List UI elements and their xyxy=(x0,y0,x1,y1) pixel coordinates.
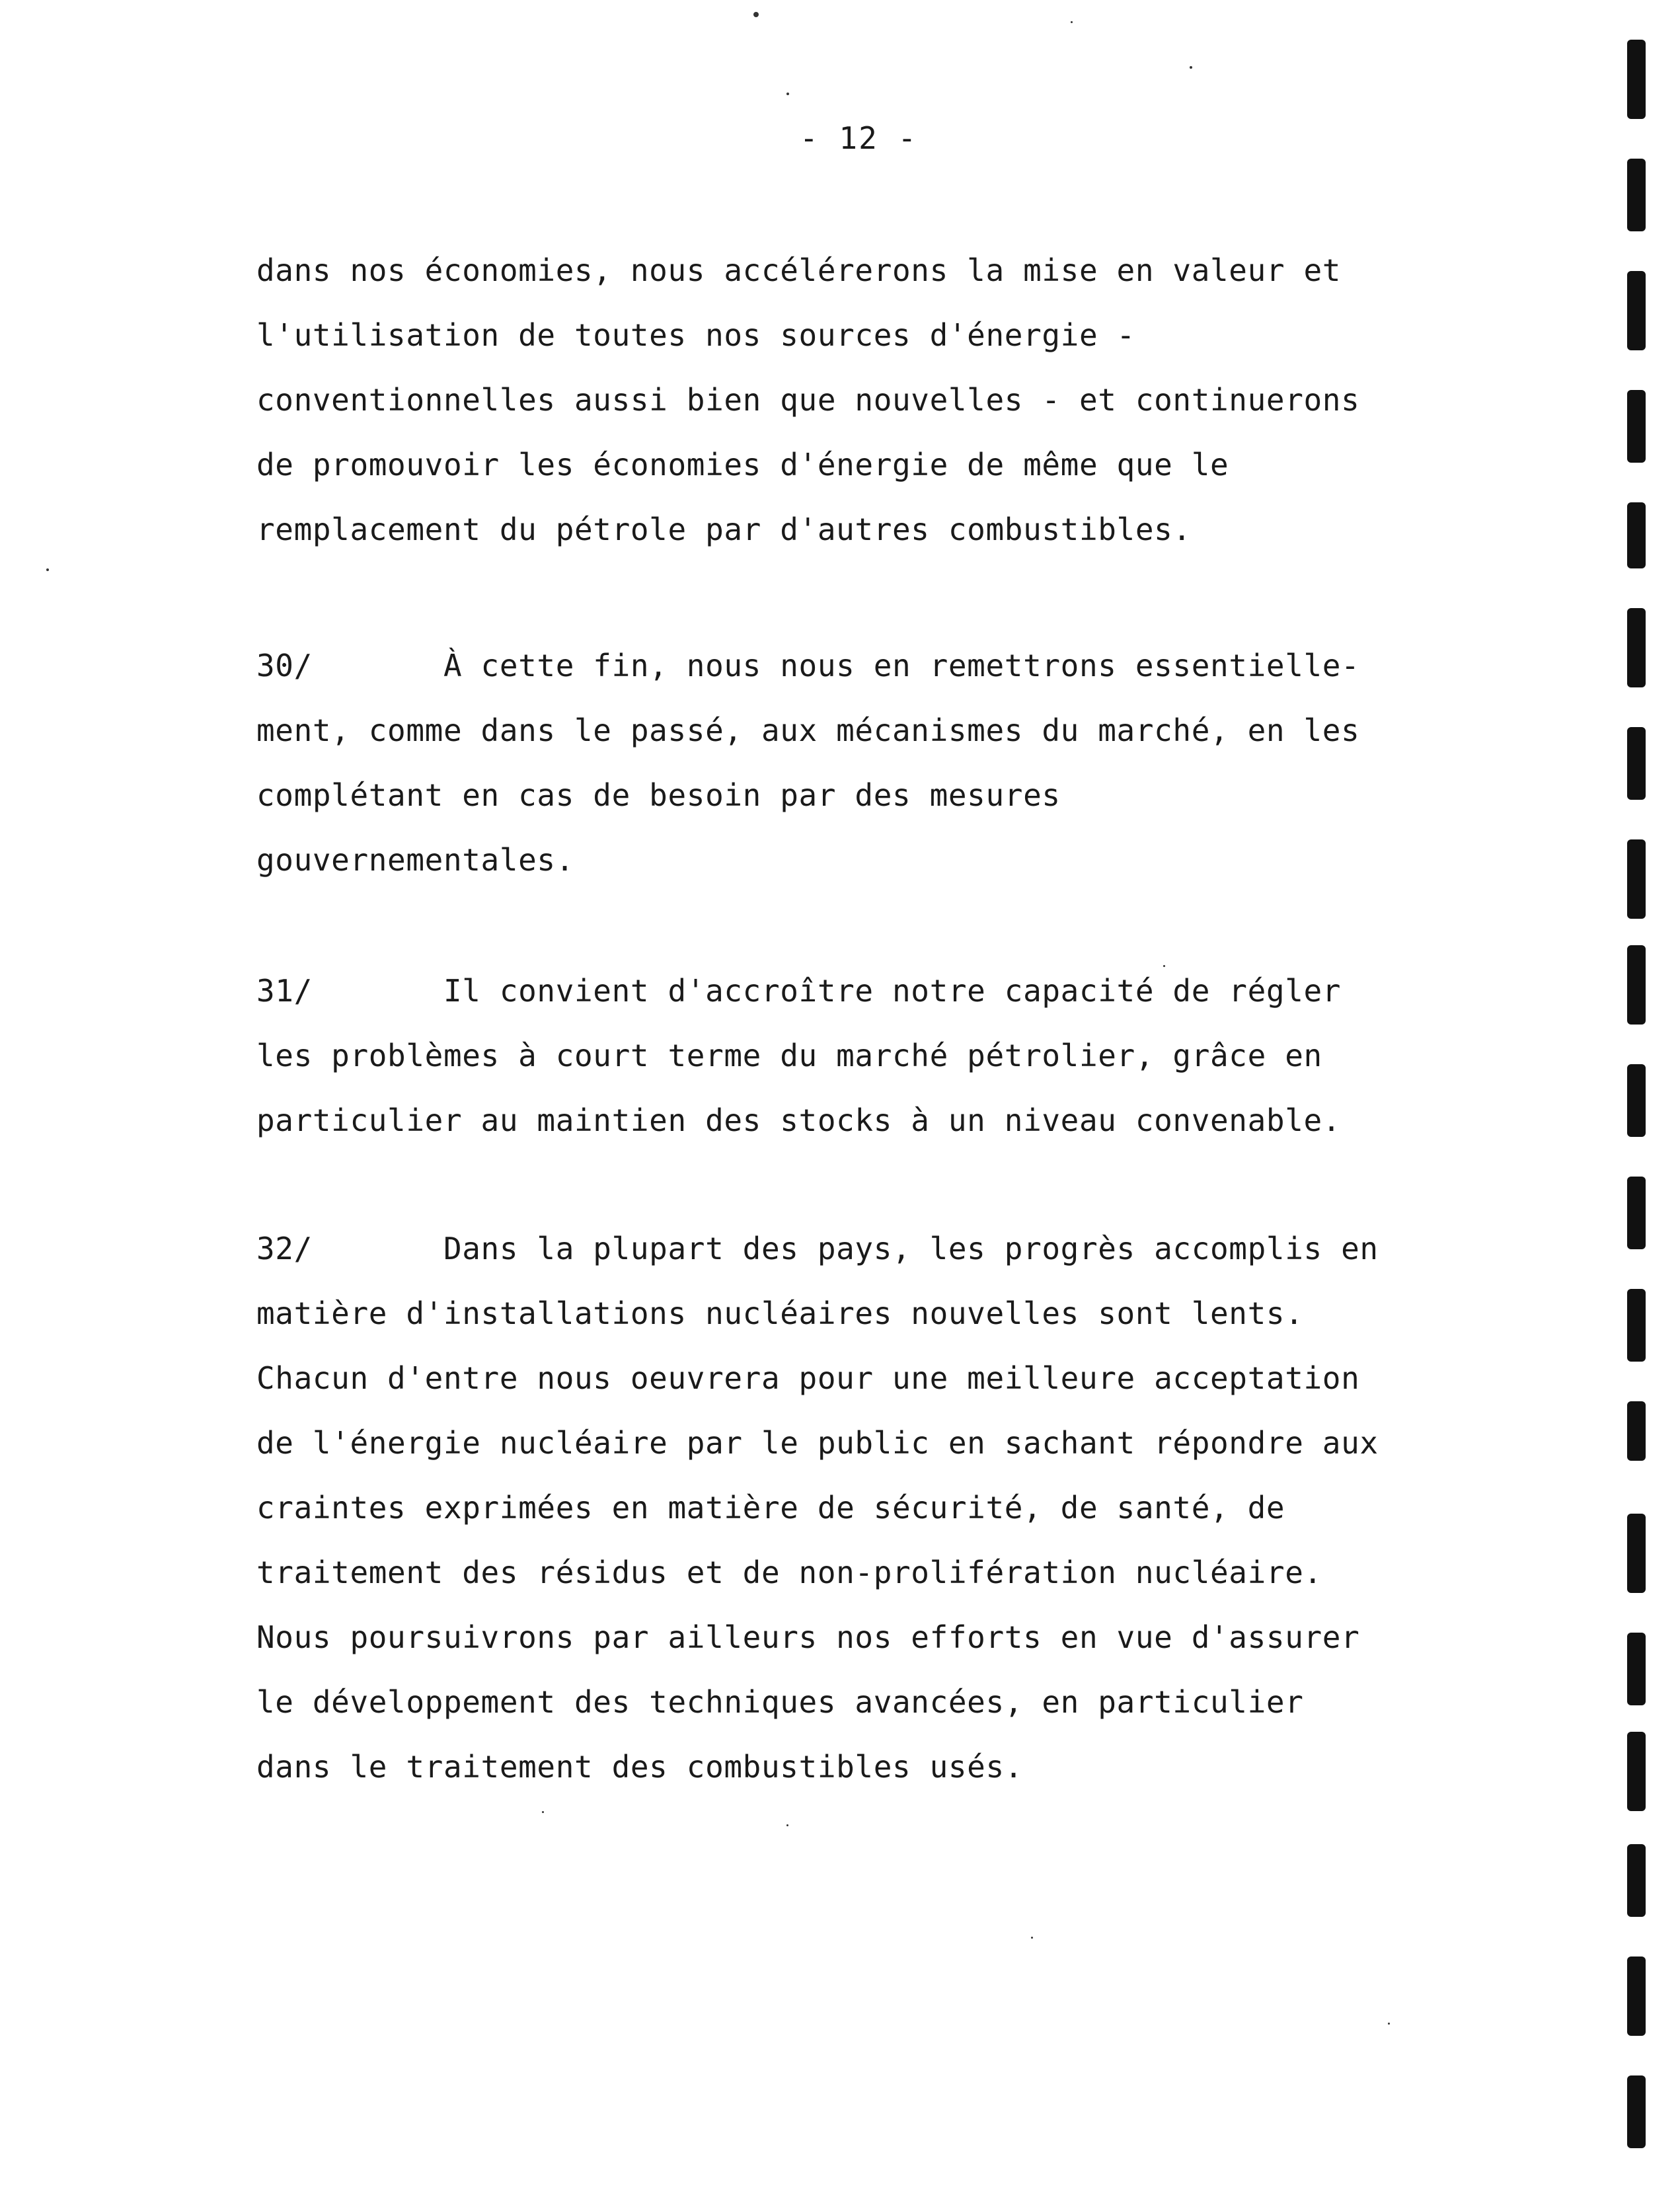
scan-speck xyxy=(1031,1937,1033,1939)
paragraph-continuation-line: remplacement du pétrole par d'autres combustibles. xyxy=(256,512,1192,547)
paragraph-30-line: ment, comme dans le passé, aux mécanismes du marché, en les xyxy=(256,713,1360,748)
margin-mark xyxy=(1627,502,1646,568)
margin-mark xyxy=(1627,945,1646,1025)
paragraph-32-line: traitement des résidus et de non-prolifération nucléaire. xyxy=(256,1555,1322,1590)
margin-mark xyxy=(1627,1514,1646,1593)
scan-speck xyxy=(786,93,789,95)
margin-mark xyxy=(1627,1844,1646,1917)
paragraph-31-line: particulier au maintien des stocks à un niveau convenable. xyxy=(256,1103,1342,1138)
margin-mark xyxy=(1627,608,1646,687)
paragraph-31-line: les problèmes à court terme du marché pétrolier, grâce en xyxy=(256,1038,1322,1073)
paragraph-30-line: gouvernementales. xyxy=(256,842,575,878)
paragraph-31-line: 31/ Il convient d'accroître notre capacité de régler xyxy=(256,973,1342,1009)
margin-mark xyxy=(1627,1957,1646,2036)
margin-mark xyxy=(1627,1289,1646,1362)
margin-mark xyxy=(1627,271,1646,350)
paragraph-30-line: 30/ À cette fin, nous nous en remettrons essentielle- xyxy=(256,648,1360,683)
margin-mark xyxy=(1627,727,1646,800)
scan-speck xyxy=(1071,21,1073,23)
paragraph-continuation-line: de promouvoir les économies d'énergie de même que le xyxy=(256,447,1229,483)
paragraph-32-line: Chacun d'entre nous oeuvrera pour une meilleure acceptation xyxy=(256,1360,1360,1396)
scan-speck xyxy=(46,568,49,571)
scan-speck xyxy=(1388,2023,1390,2025)
scan-speck xyxy=(753,12,759,17)
paragraph-30-line: complétant en cas de besoin par des mesures xyxy=(256,777,1061,813)
margin-mark xyxy=(1627,1177,1646,1249)
margin-mark xyxy=(1627,40,1646,119)
margin-mark xyxy=(1627,1633,1646,1705)
paragraph-32-line: dans le traitement des combustibles usés. xyxy=(256,1749,1024,1785)
scan-speck xyxy=(1163,965,1165,967)
scan-speck xyxy=(542,1811,544,1813)
scan-speck xyxy=(1190,66,1192,69)
scan-speck xyxy=(786,1824,788,1826)
paragraph-32-line: matière d'installations nucléaires nouvelles sont lents. xyxy=(256,1296,1304,1331)
paragraph-32-line: de l'énergie nucléaire par le public en sachant répondre aux xyxy=(256,1425,1379,1461)
margin-mark xyxy=(1627,2075,1646,2148)
margin-mark xyxy=(1627,1064,1646,1137)
margin-mark xyxy=(1627,159,1646,231)
margin-mark xyxy=(1627,1401,1646,1461)
paragraph-32-line: Nous poursuivrons par ailleurs nos efforts en vue d'assurer xyxy=(256,1619,1360,1655)
page-number: - 12 - xyxy=(800,120,918,156)
paragraph-continuation-line: dans nos économies, nous accélérerons la mise en valeur et xyxy=(256,252,1342,288)
margin-mark xyxy=(1627,390,1646,463)
paragraph-continuation-line: conventionnelles aussi bien que nouvelles - et continuerons xyxy=(256,382,1360,418)
margin-mark xyxy=(1627,1732,1646,1811)
paragraph-continuation-line: l'utilisation de toutes nos sources d'énergie - xyxy=(256,317,1135,353)
paragraph-32-line: 32/ Dans la plupart des pays, les progrès accomplis en xyxy=(256,1231,1379,1266)
paragraph-32-line: le développement des techniques avancées, en particulier xyxy=(256,1684,1304,1720)
paragraph-32-line: craintes exprimées en matière de sécurité, de santé, de xyxy=(256,1490,1285,1526)
margin-mark xyxy=(1627,839,1646,919)
